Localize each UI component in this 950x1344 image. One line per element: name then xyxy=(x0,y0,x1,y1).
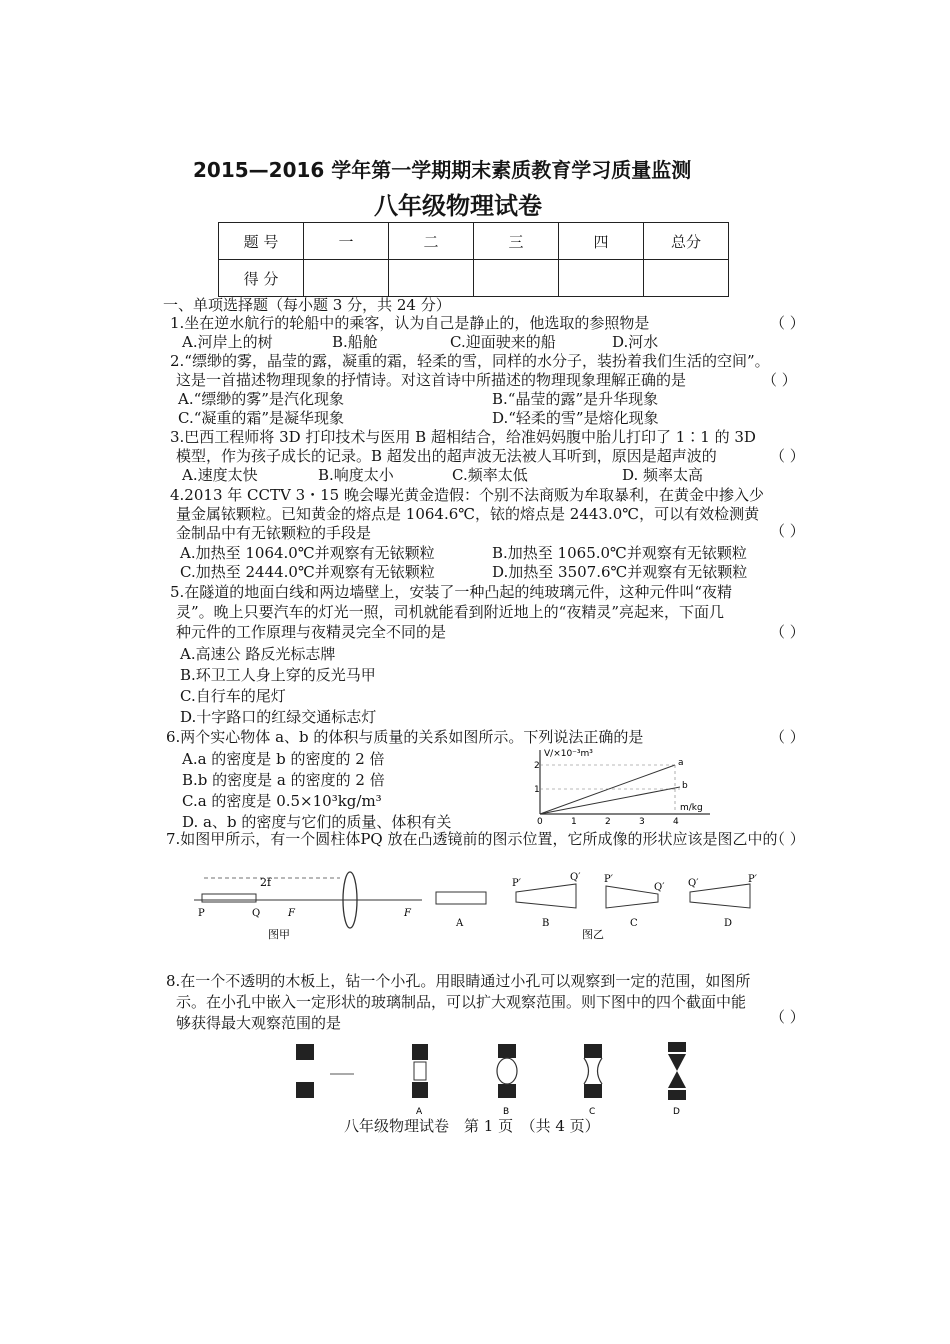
q6-option-a: A.a 的密度是 b 的密度的 2 倍 xyxy=(182,750,385,768)
q2-option-a: A.“缥缈的雾”是汽化现象 xyxy=(178,390,344,408)
score-header-cell: 总分 xyxy=(644,223,729,260)
label-2f: 2f xyxy=(260,876,272,889)
graph-y-label: V/×10⁻³m³ xyxy=(544,749,593,759)
q8-stem-line3: 够获得最大观察范围的是 xyxy=(176,1014,342,1032)
graph-line-b xyxy=(540,787,680,814)
option-a-image xyxy=(436,892,486,904)
option-b-label: B xyxy=(503,1107,510,1117)
option-c-board-top xyxy=(584,1044,602,1058)
q3-stem-line2: 模型，作为孩子成长的记录。B 超发出的超声波无法被人耳听到，原因是超声波的 xyxy=(176,447,717,465)
option-d-glass-top xyxy=(668,1054,686,1071)
label-p: P xyxy=(198,908,205,919)
section-heading: 一、单项选择题（每小题 3 分，共 24 分） xyxy=(163,296,451,314)
q5-stem-line2: 灵”。晚上只要汽车的灯光一照，司机就能看到附近地上的“夜精灵”亮起来，下面几 xyxy=(176,603,725,621)
q5-option-b: B.环卫工人身上穿的反光马甲 xyxy=(180,666,376,684)
graph-x-tick: 4 xyxy=(673,817,679,824)
score-cell[interactable] xyxy=(304,260,389,297)
q5-answer-blank[interactable]: （ ） xyxy=(770,623,805,641)
q6-option-d: D. a、b 的密度与它们的质量、体积有关 xyxy=(182,813,452,831)
q4-stem-line2: 量金属铱颗粒。已知黄金的熔点是 1064.6℃，铱的熔点是 2443.0℃，可以有效检测黄 xyxy=(176,505,760,523)
option-b-label: B xyxy=(542,918,550,929)
label-fig-yi: 图乙 xyxy=(582,928,604,941)
q2-stem-line1: 2.“缥缈的雾，晶莹的露，凝重的霜，轻柔的雪，同样的水分子，装扮着我们生活的空间”。 xyxy=(170,352,770,370)
q4-answer-blank[interactable]: （ ） xyxy=(770,522,805,540)
q3-stem-line1: 3.巴西工程师将 3D 打印技术与医用 B 超相结合，给准妈妈腹中胎儿打印了 1∶1 的 3D xyxy=(170,428,756,446)
label-fig-jia: 图甲 xyxy=(268,928,290,941)
q4-stem-line1: 4.2013 年 CCTV 3・15 晚会曝光黄金造假：个别不法商贩为牟取暴利，在黄金中掺入少 xyxy=(170,486,764,504)
exam-subtitle: 八年级物理试卷 xyxy=(374,192,542,220)
q5-stem-line3: 种元件的工作原理与夜精灵完全不同的是 xyxy=(176,623,447,641)
option-d-label: D xyxy=(673,1107,680,1117)
page-footer: 八年级物理试卷 第 1 页 （共 4 页） xyxy=(344,1117,600,1135)
q2-option-d: D.“轻柔的雪”是熔化现象 xyxy=(492,409,659,427)
q4-stem-line3: 金制品中有无铱颗粒的手段是 xyxy=(176,524,372,542)
q1-option-a: A.河岸上的树 xyxy=(182,333,273,351)
option-d-p: P′ xyxy=(748,874,757,885)
q7-stem: 7.如图甲所示，有一个圆柱体PQ 放在凸透镜前的图示位置，它所成像的形状应该是图乙中的 xyxy=(166,830,778,848)
q1-stem: 1.坐在逆水航行的轮船中的乘客，认为自己是静止的，他选取的参照物是 xyxy=(170,314,650,332)
graph-line-a-label: a xyxy=(678,758,684,768)
score-header-cell: 三 xyxy=(474,223,559,260)
option-d-image xyxy=(690,884,750,908)
score-header-cell: 题 号 xyxy=(219,223,304,260)
q8-stem-line2: 示。在小孔中嵌入一定形状的玻璃制品，可以扩大观察范围。则下图中的四个截面中能 xyxy=(176,993,747,1011)
option-b-board-top xyxy=(498,1044,516,1058)
score-cell[interactable] xyxy=(389,260,474,297)
q6-stem: 6.两个实心物体 a、b 的体积与质量的关系如图所示。下列说法正确的是 xyxy=(166,728,644,746)
score-row-label: 得 分 xyxy=(219,260,304,297)
q4-option-a: A.加热至 1064.0℃并观察有无铱颗粒 xyxy=(180,544,435,562)
q7-lens-diagram xyxy=(190,868,790,942)
object-cylinder-pq xyxy=(202,894,256,902)
option-c-p: P′ xyxy=(604,874,613,885)
q4-option-d: D.加热至 3507.6℃并观察有无铱颗粒 xyxy=(492,563,748,581)
option-b-q: Q′ xyxy=(570,872,581,883)
label-q: Q xyxy=(252,908,261,919)
graph-line-b-label: b xyxy=(682,781,688,791)
option-a-label: A xyxy=(456,918,464,929)
q7-answer-blank[interactable]: （ ） xyxy=(770,830,805,848)
option-b-board-bottom xyxy=(498,1084,516,1098)
option-a-label: A xyxy=(416,1107,423,1117)
graph-x-tick: 0 xyxy=(537,817,543,824)
option-c-board-bottom xyxy=(584,1084,602,1098)
board-bottom xyxy=(296,1082,314,1098)
label-focus-right: F xyxy=(404,908,411,919)
q4-option-c: C.加热至 2444.0℃并观察有无铱颗粒 xyxy=(180,563,435,581)
score-table-score-row xyxy=(219,260,729,297)
score-header-cell: 二 xyxy=(389,223,474,260)
score-cell[interactable] xyxy=(474,260,559,297)
option-b-glass xyxy=(497,1058,517,1084)
q8-stem-line1: 8.在一个不透明的木板上，钻一个小孔。用眼睛通过小孔可以观察到一定的范围，如图所 xyxy=(166,972,751,990)
option-c-label: C xyxy=(630,918,638,929)
option-a-glass xyxy=(414,1062,426,1080)
option-b-image xyxy=(516,884,576,908)
board-top xyxy=(296,1044,314,1060)
q3-option-c: C.频率太低 xyxy=(452,466,528,484)
option-a-board-top xyxy=(412,1044,428,1060)
label-focus-left: F xyxy=(288,908,295,919)
q5-option-d: D.十字路口的红绿交通标志灯 xyxy=(180,708,377,726)
option-d-label: D xyxy=(724,918,733,929)
option-d-board-top xyxy=(668,1042,686,1052)
option-d-q: Q′ xyxy=(688,878,699,889)
score-table-header-row xyxy=(219,223,729,260)
q6-option-b: B.b 的密度是 a 的密度的 2 倍 xyxy=(182,771,385,789)
option-c-glass xyxy=(584,1058,602,1084)
q1-option-c: C.迎面驶来的船 xyxy=(450,333,556,351)
q6-answer-blank[interactable]: （ ） xyxy=(770,728,805,746)
q2-option-c: C.“凝重的霜”是凝华现象 xyxy=(178,409,345,427)
q6-volume-mass-graph xyxy=(520,744,720,824)
q2-option-b: B.“晶莹的露”是升华现象 xyxy=(492,390,659,408)
option-c-q: Q′ xyxy=(654,882,665,893)
option-a-board-bottom xyxy=(412,1082,428,1098)
graph-x-tick: 1 xyxy=(571,817,577,824)
q3-option-b: B.响度太小 xyxy=(318,466,394,484)
q1-option-b: B.船舱 xyxy=(332,333,378,351)
q5-option-a: A.高速公 路反光标志牌 xyxy=(180,645,336,663)
score-header-cell: 四 xyxy=(559,223,644,260)
q1-option-d: D.河水 xyxy=(612,333,659,351)
option-c-image xyxy=(606,886,658,908)
score-header-cell: 一 xyxy=(304,223,389,260)
option-c-label: C xyxy=(589,1107,596,1117)
q5-option-c: C.自行车的尾灯 xyxy=(180,687,286,705)
graph-y-tick: 1 xyxy=(534,785,540,795)
option-b-p: P′ xyxy=(512,878,521,889)
graph-x-tick: 3 xyxy=(639,817,645,824)
q2-stem-line2: 这是一首描述物理现象的抒情诗。对这首诗中所描述的物理现象理解正确的是 xyxy=(176,371,687,389)
graph-y-tick: 2 xyxy=(534,761,540,771)
q3-option-a: A.速度太快 xyxy=(182,466,258,484)
score-cell[interactable] xyxy=(559,260,644,297)
score-cell[interactable] xyxy=(644,260,729,297)
graph-x-tick: 2 xyxy=(605,817,611,824)
q8-answer-blank[interactable]: （ ） xyxy=(770,1008,805,1026)
q4-option-b: B.加热至 1065.0℃并观察有无铱颗粒 xyxy=(492,544,747,562)
option-d-glass-bottom xyxy=(668,1071,686,1088)
q3-answer-blank[interactable]: （ ） xyxy=(770,447,805,465)
graph-line-a xyxy=(540,765,675,814)
q3-option-d: D. 频率太高 xyxy=(622,466,704,484)
exam-title: 2015—2016 学年第一学期期末素质教育学习质量监测 xyxy=(193,158,692,182)
q8-hole-diagram xyxy=(288,1038,708,1118)
q1-answer-blank[interactable]: （ ） xyxy=(770,314,805,332)
q6-option-c: C.a 的密度是 0.5×10³kg/m³ xyxy=(182,792,382,810)
graph-x-label: m/kg xyxy=(680,803,703,813)
q5-stem-line1: 5.在隧道的地面白线和两边墙壁上，安装了一种凸起的纯玻璃元件，这种元件叫“夜精 xyxy=(170,583,732,601)
score-table xyxy=(218,222,729,297)
q2-answer-blank[interactable]: （ ） xyxy=(762,371,797,389)
option-d-board-bottom xyxy=(668,1090,686,1100)
